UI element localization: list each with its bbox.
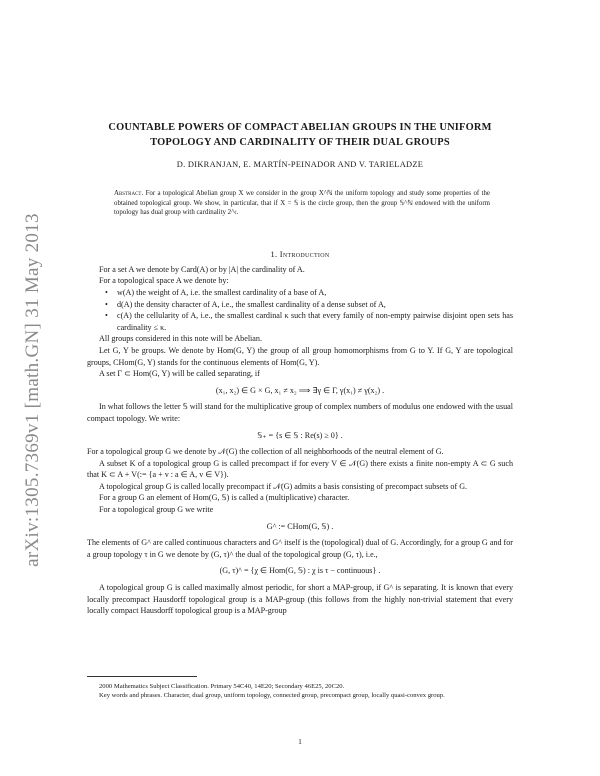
definition-list <box>87 287 513 333</box>
section-title: 1. Introduction <box>270 249 330 259</box>
abstract <box>114 189 490 218</box>
authors: D. DIKRANJAN, E. MARTÍN-PEINADOR AND V. TARIELADZE <box>176 160 424 169</box>
paragraph: Let G, Y be groups. We denote by Hom(G, Y) the group of all group homomorphisms from G to Y. If G, Y are topological groups, CHom(G, Y) stands for the continuous elements of Hom(G, Y). <box>87 345 513 367</box>
paper-title <box>87 120 513 150</box>
equation: (x₁, x₂) ∈ G × G, x₁ ≠ x₂ ⟹ ∃γ ∈ Γ, γ(x₁) ≠ γ(x₂) . <box>215 385 385 395</box>
paragraph: A topological group G is called maximally almost periodic, for short a MAP-group, if G^ is separating. It is known that every locally precompact Hausdorff topological group is a MAP-group (this follows from the highly non-trivial statement that every locally compact Hausdorff topological group is a MAP-group <box>87 583 513 616</box>
list-item: • d(A) the density character of A, i.e., the smallest cardinality of a dense subset of A, <box>109 299 513 311</box>
paragraph: For a set A we denote by Card(A) or by |A| the cardinality of A. <box>99 264 305 274</box>
paragraph: For a topological group G we denote by 𝒩(G) the collection of all neighborhoods of the neutral element of G. <box>87 447 444 457</box>
paragraph: For a topological space A we denote by: <box>99 276 229 286</box>
paragraph: A set Γ ⊂ Hom(G, Y) will be called separating, if <box>99 369 260 379</box>
footnotes <box>87 676 513 700</box>
equation: G^ := CHom(G, 𝕊) . <box>266 521 334 531</box>
footnote-keywords: Key words and phrases. Character, dual group, uniform topology, connected group, precompact group, locally quasi-convex group. <box>99 692 445 700</box>
paper-page <box>87 120 513 617</box>
paragraph: A subset K of a topological group G is called precompact if for every V ∈ 𝒩(G) there exists a finite non-empty A ⊂ G such that K ⊂ A + V(:= {a + v : a ∈ A, v ∈ V}). <box>87 458 513 480</box>
paragraph: In what follows the letter 𝕊 will stand for the multiplicative group of complex numbers of modulus one endowed with the usual compact topology. We write: <box>87 402 513 423</box>
title-line-1: COUNTABLE POWERS OF COMPACT ABELIAN GROUPS IN THE UNIFORM <box>108 122 492 133</box>
abstract-text: For a topological Abelian group X we consider in the group X^ℕ the uniform topology and study some properties of the obtained topological group. We show, in particular, that if X = 𝕊 is the circle group, then the group 𝕊^ℕ endowed with the uniform topology has dual group with cardinality 2^𝔠. <box>114 190 490 217</box>
abstract-label: Abstract. <box>114 190 144 197</box>
arxiv-stamp <box>18 170 48 610</box>
title-line-2: TOPOLOGY AND CARDINALITY OF THEIR DUAL GROUPS <box>150 137 450 148</box>
paragraph: For a group G an element of Hom(G, 𝕊) is called a (multiplicative) character. <box>99 493 350 503</box>
equation: (G, τ)^ = {χ ∈ Hom(G, 𝕊) : χ is τ − continuous} . <box>219 566 381 576</box>
equation: 𝕊₊ = {s ∈ 𝕊 : Re(s) ≥ 0} . <box>257 430 343 440</box>
paragraph: All groups considered in this note will be Abelian. <box>99 334 262 344</box>
list-item: • c(A) the cellularity of A, i.e., the smallest cardinal κ such that every family of non-empty pairwise disjoint open sets has cardinality ≤ κ. <box>109 310 513 333</box>
list-item: • w(A) the weight of A, i.e. the smallest cardinality of a base of A, <box>109 287 513 299</box>
paragraph: The elements of G^ are called continuous characters and G^ itself is the (topological) dual of G. Accordingly, for a group G and for a group topology τ in G we denote by (G, τ)^ the dual of the topological group (G, τ), i.e., <box>87 538 513 559</box>
body-text <box>87 264 513 617</box>
arxiv-stamp-text: arXiv:1305.7369v1 [math.GN] 31 May 2013 <box>22 213 43 567</box>
page-number: 1 <box>298 737 302 746</box>
paragraph: For a topological group G we write <box>99 505 214 515</box>
footnote-rule <box>87 676 197 677</box>
paragraph: A topological group G is called locally precompact if 𝒩(G) admits a basis consisting of precompact subsets of G. <box>99 481 468 491</box>
footnote-classification: 2000 Mathematics Subject Classification. Primary 54C40, 14E20; Secondary 46E25, 20C20. <box>99 683 345 690</box>
